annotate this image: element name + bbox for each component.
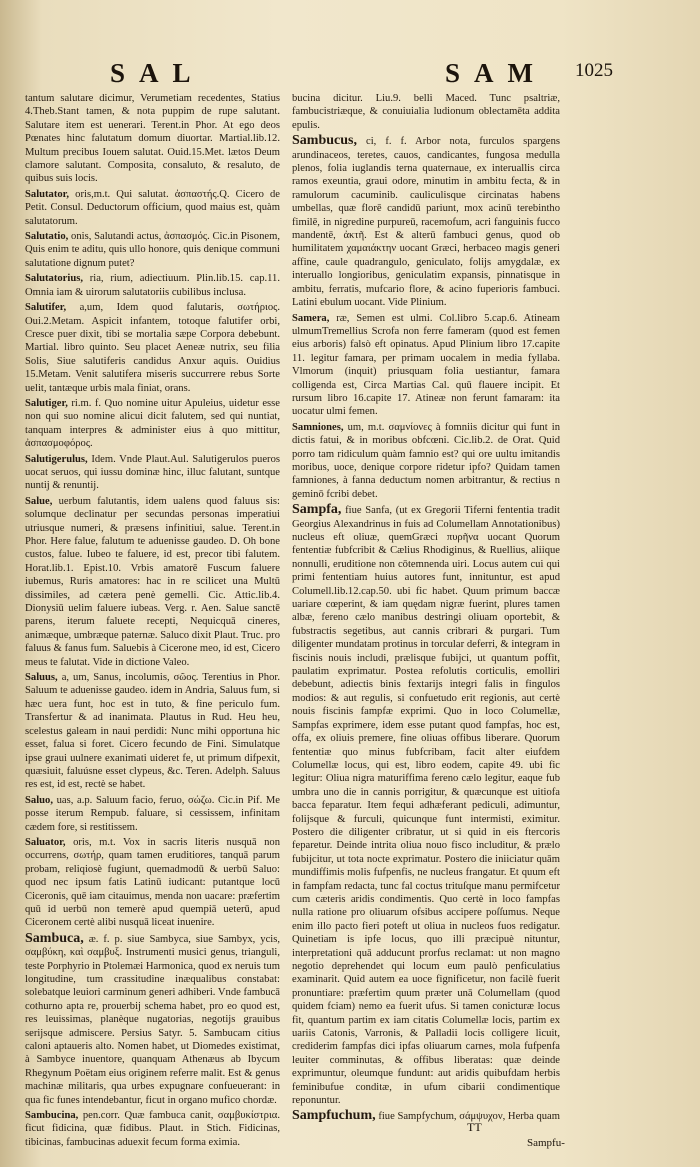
entry-text: ri.m. f. Quo nomine uitur Apuleius, uidetur esse non qui suo nomine alicui dicit falutem, sed qui nuntiat, tanquam interpres & administer eius à quo mittitur, ἀσπασμοφόρος. — [25, 397, 280, 450]
dictionary-entry — [25, 230, 280, 270]
entry-text: pen.corr. Quæ fambuca canit, σαμβυκίστρια. ficut fidicina, quæ fidibus. Plaut. in Stich. Fidicinas, tibicinas, fambucinas aduexit fecum forma eximia. — [25, 1110, 280, 1148]
entry-text: fiue Sampfychum, σάμψυχον, Herba quam — [378, 1111, 560, 1122]
page-number: 1025 — [575, 60, 613, 81]
dictionary-entry — [25, 794, 280, 834]
entry-headword: Sampfuchum, — [292, 1108, 376, 1122]
entry-headword: Salutifer, — [25, 302, 67, 314]
entry-text: ræ, Semen est ulmi. Col.libro 5.cap.6. Atineam ulmumTremellius Scrofa non ferre fameram (quod est femen eius arboris) falsò eft opinatus. Apud Plinium libro 17.capite 11. legitur famara, per primam uocalem in media fyllaba. Vlmorum (inquit) priusquam folia uestiantur, famara colligenda est, Circa Martias Cal. quū flauere incipit. Et rursum libro 16.capite 17. Atineæ non ferunt famaram: ita uocatur ulmi femen. — [292, 312, 560, 418]
dictionary-entry — [25, 1151, 280, 1152]
dictionary-entry — [25, 836, 280, 930]
dictionary-entry — [292, 312, 560, 419]
dictionary-entry — [25, 495, 280, 669]
dictionary-entry — [25, 1109, 280, 1149]
dictionary-entry — [25, 932, 280, 1107]
entry-text: tantum salutare dicimur, Verumetiam recedentes, Statius 4.Theb.Stant tamen, & nota puppim de rupe salutant. Salutare item est uenerari. Terent.in Phor. At ego deos Pœnates hinc falutatum domum diuortar. Martial.lib.12. Multum precibus Iouem salutat. Ouid.15.Met. lætos Deum clamore salutant. Composita, consaluto, & resaluto, de quibus suis locis. — [25, 93, 280, 185]
entry-text: oris,m.t. Qui salutat. ἀσπαστής.Q. Cicero de Petit. Consul. Deductorum officium, quod maius est, quàm salutatorum. — [25, 188, 280, 227]
dictionary-entry — [292, 503, 560, 1107]
entry-headword: Saluator, — [25, 836, 66, 848]
running-head-left: SAL — [110, 58, 205, 88]
entry-text: onis, Salutandi actus, ἀσπασμός. Cic.in Pisonem, Quis enim te aditu, quis ullo honore, quis denique communi salutatione dignum putet? — [25, 231, 280, 269]
dictionary-entry — [25, 397, 280, 451]
entry-headword: Salutigerulus, — [25, 453, 88, 465]
signature-mark: TT — [467, 1120, 482, 1134]
entry-headword: Salutatorius, — [25, 273, 83, 285]
dictionary-entry — [25, 188, 280, 228]
entry-headword: Samera, — [292, 312, 330, 324]
entry-text: bucina dicitur. Liu.9. belli Maced. Tunc psaltriæ, fambucistriæque, & conuiuialia ludionum oblectamēta addita epulis. — [292, 93, 560, 131]
catchword: Sampfu- — [527, 1137, 565, 1149]
entry-text: æ. f. p. siue Sambyca, siue Sambyx, ycis, σαμβύκη, καὶ σαμβυξ. Instrumenti musici genus, trianguli, teste Porphyrio in Ptolemæi Harmonica, quod ex neruis tum longitudine, tum crassitudine inæqualibus constabat: solebatque leuiori carminum generi adhiberi. Vnde fambucā cothurno apta re, prouerbij schema habet, pro eo quod est, res leuissimas, planèque nugatorias, negotijs grauibus serijsque admiscere. Persius Satyr. 5. Sambucam citius caloni aptaueris alto. Nomen habet, ut Diomedes existimat, à Sambyce inuentore, quanquam Athenæus ab Ibycum Rhegynum Poëtam eius originem referre malit. Est & genus machinæ militaris, qua urbes expugnare confueuerant: in qua fic funes intendebantur, ficut in organo mufico chordæ. — [25, 933, 280, 1106]
entry-text: a, um, Sanus, incolumis, σῶος. Terentius in Phor. Saluum te aduenisse gaudeo. idem in Andria, Saluus fum, si hæc uera funt, hoc est in tuto, & fine periculo fum. Transfertur & ad inanimata. Plautus in Rud. Heu heu, scelestus galeam in naui perdidi: Nunc mihi opportuna hic esset, falua si foret. Cicero fecundo de Fini. Simulatque ipse graui uulnere exanimati uideret fe, ut primum difpexit, quæsiuit, faluúsne esset clypeus, &c. Teren. Adelph. Saluus res est, id est, rectè se habet. — [25, 672, 280, 791]
entry-text: Idem. Vnde Plaut.Aul. Salutigerulos pueros uocat seruos, qui iussu dominæ hinc, illuc falutant, suntque nuntij & renuntij. — [25, 453, 280, 492]
dictionary-entry — [292, 92, 560, 132]
entry-headword: Sampfa, — [292, 502, 342, 518]
entry-text: fiue Sanfa, (ut ex Gregorii Tiferni fententia tradit Georgius Alexandrinus in fuis ad Columellam Annotationibus) nucleus eft oliuæ, quemGræci πυρῆνα uocant Quorum fententiæ fubfcribit & Cælius Rhodiginus, & Ruellius, aliique nonnulli, eruditione non cōtemnenda uiri. Locus autem cui qui primi fententiam huius autores funt, innituntur, est apud Columell.lib.12.cap.50. ubi fic habet. Quum primum baccæ uariare cœperint, & iam quędam nigræ fuerint, plures tamen albæ, fereno cælo manibus destringi oliuam oportebit, & fubstractis segetibus, aut cannis cribrari & purgari. Tum diligenter mundatam protinus in torcular deferri, & integram in fiscinis nouis includi, prælisque fubijci, ut quantum poffit, paulatim exprimatur. Postea refolutis corticulis, emolliri debebunt, adiectis binis fextarijs integri falis in fingulos modios: & aut regulis, si confuetudo erit regionis, aut certè nouis fiscinis fampfæ exprimi. Quo in loco Columellæ, Sampfas exprimere, idem esse putant quod fampfas, hoc est, offa, ex oliuis premere, fine oliuas offibus liberare. Quorum fententiæ quo minus fubfcribam, facit alter eiufdem Columellæ locus, qui est, libro eodem, capite 49. ubi fic legitur: Oliua nigra maturiffima fereno cælo legitur, eaque fub umbra uno die in cannis porrigitur, & quæcunque est uitiofa bacca feparatur. Item fequi adhæferant pediculi, adimuntur, folijsque & furculi, quicunque funt intermisti, eximitur. Postero die diligenter cribratur, ut si quid in eis ftercoris feparetur. Deinde intrita oliua nouo fisco includitur, & prælo fubijcitur, ut tota nocte exprimatur. Postero die iniiciatur quām mundiffimis molis fufpenfis, ne nucleus frangatur. Et quum eft in fampfam redacta, tunc fal coctus trituſque manu permifcetur cum cæteris aridis condimentis. Quo certè in loco fampfas nulla ratione pro oliuarum ofsibus accipere poſſumus. Neque enim illo pacto fieri poteft ut oliua in nucleos fuos redigatur. Quinetiam is ipfe locus, quo illi præcipuè nituntur, interpretationi quā adducunt prorfus reclamat: ut non magno negotio deprehendet qui locum eum paulò penficulatius examinarit. Quid autem ea uoce fignificetur, non facilè fuerit pronuntiare: præfertim quum præter unā Columellam (quod quidem fciam) nemo ea fuerit ufus. Si tamen conicturæ locus fit, quantum partim ex iam citatis Columellæ locis, partim ex uariis Catonis, Varronis, & Palladii locis colligere licuit, crediderim fampfas dici ipfas oliuarum carnes, mola fufpenfa leuiter comminutas, & offibus liberatas: quæ deinde exprimuntur, oleumque fundunt: aut aridis quibufdam herbis feminibufue conditæ, in ufum cibarii condimentique reponuntur. — [292, 505, 560, 1107]
entry-headword: Samniones, — [292, 421, 344, 433]
entry-text: ria, rium, adiectiuum. Plin.lib.15. cap.11. Omnia iam & uirorum salutatoriis cubilibus inclusa. — [25, 273, 280, 298]
dictionary-entry — [25, 453, 280, 493]
entry-headword: Salutiger, — [25, 397, 68, 409]
entry-headword: Sambucina, — [25, 1110, 79, 1122]
dictionary-entry — [25, 92, 280, 186]
running-head-right: SAM — [445, 58, 547, 88]
entry-text: uerbum falutantis, idem ualens quod faluus sis: solumque declinatur per secundas personas imperatiui utriusque numeri, & præsens infinitiui, salue. Terent.in Phor. Here falue, falutum te aduenisse gaudeo. D. Oh bone custos, falue. Iubeo te faluere, id est, precor tibi falutem. Horat.lib.1. Epist.10. Vrbis amatorē Fuscum faluere iubemus, Ruris amatores: hac in re scilicet una Multū dissimiles, ad cætera penè gemelli. Cic. Attic.lib.4. Dionysiū uelim faluere iubeas. Verg. r. Aen. Salue sanctē parens, iterum faluete recepti, Nequicquā cineres, animæque, umbræque paternæ. Saluco dixit Plaut. Truc. pro faluus & fanus fum. Saluebis à Cicerone meo, id est, Cicero meus te falutat. Vide in dictione Valeo. — [25, 495, 280, 668]
entry-headword: Salutatio, — [25, 231, 69, 243]
entry-headword: Sambuca, — [25, 930, 84, 946]
entry-text: a,um, Idem quod falutaris, σωτήριος. Oui.2.Metam. Aspicit infantem, totoque falutifer orbi, Cresce puer dixit, tibi se mortalia sæpe Corpora debebunt. Martial. libro quinto. Seu placet Aeneæ nutrix, seu filia Solis, Siue salutiferis candidus Anxur aquis. Ouidius 15.Metam. Venit salutifera miseris succurrere rebus Sorte uelit, tantæque urbis mala finiat, orans. — [25, 302, 280, 394]
entry-text: um, m.t. σαμνίονες à fomniis dicitur qui funt in dictis fatui, & in moribus obfcœni. Cic.lib.2. de Orat. Quid porro tam ridiculum quàm famnio est? qui ore uultu imitandis moribus, uoce, denique corpore ridetur ipfo? Quidam tamen famniones, à fanna deductum nomen arbitrantur, & rectius n geminō fcribi debet. — [292, 421, 560, 500]
entry-headword: Salutator, — [25, 188, 70, 200]
dictionary-entry — [292, 134, 560, 309]
entry-headword: Sambucus, — [292, 133, 357, 149]
dictionary-entry — [292, 421, 560, 501]
dictionary-entry — [25, 301, 280, 395]
entry-text: ci, f. f. Arbor nota, furculos spargens arundinaceos, teretes, cauos, candicantes, fungosa medulla plenos, folia iuglandis terna quaternaue, ex interuallis circa ramos exeuntia, graui odore, minutim in ambitu fecta, & in ramulorum cacuminib. cauliculisque circinatas habens umbellas, quæ florē candidū pariunt, mox acinū terebintho fimilē, in nigredine purpureū, racemofum, acri fanguinis fucco mandentē, ἀκτῆ. Est & alterū fambuci genus, quod ob humilitatem χαμαιάκτην uocant Græci, herbaceo magis generi affine, caule quadrangulo, geniculato, folijs amygdalæ, ex interuallo longioribus, geniculatim expansis, pinnatisque in ambitu, ferratis, mufcario flore, & acino fuperioris fambuci. Latini ebulum uocant. Vide Plinium. — [292, 136, 560, 309]
entry-headword: Saluo, — [25, 794, 53, 806]
entry-headword: Salue, — [25, 495, 53, 507]
entry-headword: Saluus, — [25, 672, 58, 684]
text-column-left — [25, 92, 280, 1152]
dictionary-entry — [292, 1109, 560, 1122]
entry-text: oris, m.t. Vox in sacris literis nusquā non occurrens, σωτήρ, quam tamen eruditiores, tanquā parum probam, reliqiosè fugiunt, quemadmodū & uerbū Saluo: quod nec ipsum fatis Latinū iudicant: putantque locū Ciceronis, quē iam citauimus, menda non uacare: præfertim quū id uerbū non temerè apud quempiā ueterū, apud Ciceronem certè alibi nusquā liceat inuenire. — [25, 836, 280, 929]
dictionary-entry — [25, 272, 280, 299]
entry-text: uas, a.p. Saluum facio, feruo, σώζω. Cic.in Pif. Me posse iterum Rempub. faluare, si cessissem, infinitam cædem fore, si restitissem. — [25, 794, 280, 833]
text-column-right — [292, 92, 560, 1122]
dictionary-entry — [25, 671, 280, 792]
